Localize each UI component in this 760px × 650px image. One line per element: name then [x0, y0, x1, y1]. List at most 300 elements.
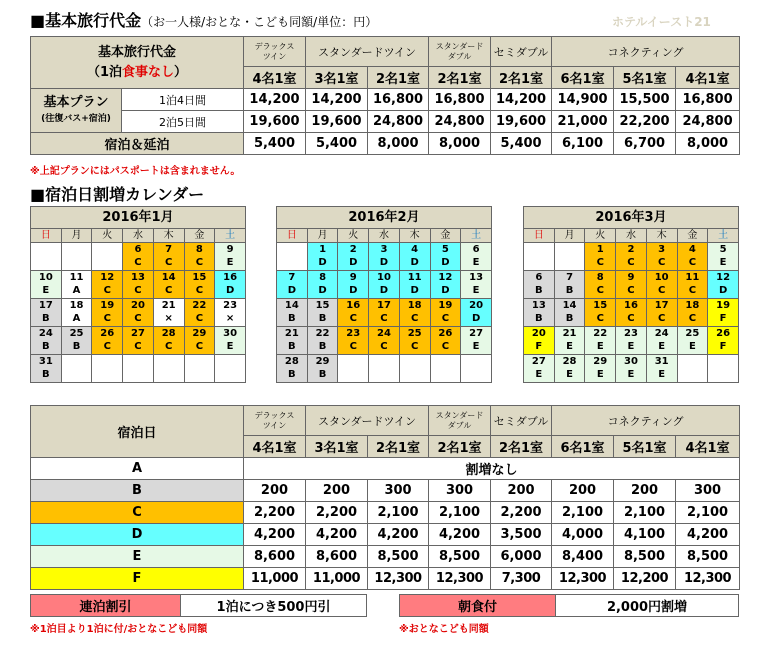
surcharge-value: 4,000 — [552, 524, 614, 546]
basic-plan-sub: (往復バス+宿泊) — [41, 113, 111, 124]
calendar-empty — [215, 369, 246, 383]
surcharge-value: 12,200 — [614, 568, 676, 590]
surcharge-value: 200 — [614, 480, 676, 502]
type-semi-double: セミダブル — [491, 406, 552, 436]
passport-note: ※上記プランにはパスポートは含まれません。 — [30, 166, 241, 177]
weekday-label: 木 — [399, 229, 430, 243]
calendar-date: 22 — [307, 327, 338, 341]
discount-box — [30, 594, 367, 617]
surcharge-value: 12,300 — [552, 568, 614, 590]
calendar-code: C — [184, 285, 215, 299]
date-row — [31, 355, 246, 369]
calendar-code: C — [646, 257, 677, 271]
type-std-line2: ダブル — [447, 51, 472, 61]
calendar-date: 6 — [123, 243, 154, 257]
calendar-code: D — [708, 285, 739, 299]
month-calendar — [523, 206, 739, 383]
type-connecting: コネクティング — [552, 406, 740, 436]
weekday-row — [31, 229, 246, 243]
calendar-date: 28 — [153, 327, 184, 341]
price-cell: 14,200 — [306, 89, 368, 111]
code-row — [31, 285, 246, 299]
calendar-date: 6 — [524, 271, 555, 285]
page-title — [30, 8, 377, 31]
type-semi-double: セミダブル — [491, 37, 552, 67]
calendar-code: E — [554, 341, 585, 355]
calendar-date: 31 — [646, 355, 677, 369]
calendar-empty — [277, 257, 308, 271]
calendar-date: 30 — [616, 355, 647, 369]
price-cell: 19,600 — [306, 111, 368, 133]
calendar-empty — [61, 257, 92, 271]
weekday-label: 木 — [153, 229, 184, 243]
price-cell: 24,800 — [676, 111, 740, 133]
calendar-code: B — [277, 313, 308, 327]
breakfast-value: 2,000円割増 — [556, 595, 739, 617]
calendar-code: D — [369, 285, 400, 299]
surcharge-value: 2,200 — [306, 502, 368, 524]
calendar-code: E — [677, 341, 708, 355]
calendar-date: 29 — [307, 355, 338, 369]
calendar-date: 3 — [369, 243, 400, 257]
type-standard-twin: スタンダードツイン — [306, 37, 429, 67]
calendar-date: 31 — [31, 355, 62, 369]
calendar-empty — [461, 355, 492, 369]
calendar-empty — [524, 243, 555, 257]
surcharge-row — [31, 546, 740, 568]
calendar-code: E — [708, 257, 739, 271]
surcharge-value: 11,000 — [244, 568, 306, 590]
surcharge-value: 4,200 — [368, 524, 429, 546]
date-row — [31, 299, 246, 313]
calendar-code: C — [430, 341, 461, 355]
calendar-empty — [399, 369, 430, 383]
weekday-label: 火 — [338, 229, 369, 243]
calendar-empty — [123, 355, 154, 369]
code-row — [524, 369, 739, 383]
calendar-date: 17 — [31, 299, 62, 313]
surcharge-value: 4,200 — [306, 524, 368, 546]
date-row — [524, 243, 739, 257]
calendar-date: 7 — [277, 271, 308, 285]
title-subtitle: （お一人様/おとな・こども同額/単位：円） — [141, 15, 378, 29]
calendar-code: C — [677, 313, 708, 327]
date-row — [524, 271, 739, 285]
occupancy-cell: 2名1室 — [491, 436, 552, 458]
calendar-code: B — [554, 313, 585, 327]
calendar-code: C — [123, 257, 154, 271]
breakfast-box — [399, 594, 739, 617]
weekday-label: 金 — [677, 229, 708, 243]
calendar-empty — [277, 243, 308, 257]
calendar-date: 18 — [399, 299, 430, 313]
calendar-code: F — [524, 341, 555, 355]
calendar-code: B — [31, 313, 62, 327]
surcharge-row — [31, 502, 740, 524]
calendar-date: 14 — [277, 299, 308, 313]
calendar-date: 19 — [430, 299, 461, 313]
calendar-date: 20 — [123, 299, 154, 313]
occupancy-cell: 2名1室 — [429, 67, 491, 89]
price-cell: 19,600 — [491, 111, 552, 133]
weekday-label: 土 — [215, 229, 246, 243]
date-row — [31, 271, 246, 285]
calendar-code: C — [585, 257, 616, 271]
surcharge-value: 4,200 — [244, 524, 306, 546]
surcharge-value: 2,100 — [368, 502, 429, 524]
calendar-date: 25 — [61, 327, 92, 341]
calendar-date: 21 — [153, 299, 184, 313]
calendar-code: F — [708, 341, 739, 355]
calendar-date: 27 — [461, 327, 492, 341]
calendar-date: 29 — [585, 355, 616, 369]
weekday-row — [277, 229, 492, 243]
calendar-date: 26 — [430, 327, 461, 341]
calendar-code: C — [92, 341, 123, 355]
calendar-date: 9 — [338, 271, 369, 285]
surcharge-none: 割増なし — [244, 458, 740, 480]
plan-header-note — [31, 63, 243, 83]
surcharge-value: 8,500 — [614, 546, 676, 568]
basic-plan-title: 基本プラン — [43, 94, 109, 110]
calendar-code: C — [123, 313, 154, 327]
month-calendar — [276, 206, 492, 383]
calendar-code: F — [708, 313, 739, 327]
brand-label: ホテルイースト21 — [612, 15, 711, 29]
code-row — [277, 313, 492, 327]
date-row — [277, 355, 492, 369]
surcharge-value: 12,300 — [676, 568, 740, 590]
calendar-date: 7 — [554, 271, 585, 285]
calendar-date: 13 — [461, 271, 492, 285]
type-connecting: コネクティング — [552, 37, 740, 67]
weekday-label: 月 — [554, 229, 585, 243]
calendar-code: C — [123, 341, 154, 355]
calendar-code: D — [215, 285, 246, 299]
calendar-code: C — [616, 285, 647, 299]
calendar-empty — [153, 369, 184, 383]
calendar-code: C — [153, 285, 184, 299]
weekday-label: 日 — [31, 229, 62, 243]
calendar-empty — [92, 243, 123, 257]
surcharge-row — [31, 480, 740, 502]
calendar-code: D — [430, 257, 461, 271]
occupancy-cell: 3名1室 — [306, 436, 368, 458]
plan-name: 1泊4日間 — [122, 89, 244, 111]
calendar-date: 5 — [708, 243, 739, 257]
calendar-code: C — [338, 313, 369, 327]
price-cell: 8,000 — [676, 133, 740, 155]
calendar-empty — [215, 355, 246, 369]
code-row — [31, 341, 246, 355]
weekday-label: 月 — [307, 229, 338, 243]
calendar-empty — [677, 369, 708, 383]
calendar-date: 22 — [585, 327, 616, 341]
calendar-code: C — [369, 313, 400, 327]
weekday-label: 土 — [461, 229, 492, 243]
calendar-code: C — [338, 341, 369, 355]
month-title: 2016年1月 — [31, 207, 246, 229]
calendar-empty — [430, 355, 461, 369]
price-cell: 24,800 — [368, 111, 429, 133]
calendar-code: D — [369, 257, 400, 271]
surcharge-value: 3,500 — [491, 524, 552, 546]
calendar-empty — [554, 257, 585, 271]
calendar-code: A — [61, 285, 92, 299]
calendar-code: E — [646, 341, 677, 355]
calendar-date: 23 — [616, 327, 647, 341]
weekday-label: 月 — [61, 229, 92, 243]
calendar-date: 25 — [677, 327, 708, 341]
occupancy-cell: 2名1室 — [429, 436, 491, 458]
calendar-code: E — [554, 369, 585, 383]
calendar-empty — [708, 369, 739, 383]
calendar-date: 27 — [524, 355, 555, 369]
calendar-code: B — [307, 341, 338, 355]
surcharge-row — [31, 458, 740, 480]
calendar-code: C — [585, 313, 616, 327]
calendar-empty — [123, 369, 154, 383]
price-cell: 5,400 — [306, 133, 368, 155]
surcharge-code: F — [31, 568, 244, 590]
calendar-code: C — [184, 257, 215, 271]
calendar-date: 15 — [307, 299, 338, 313]
calendar-empty — [554, 243, 585, 257]
code-row — [31, 257, 246, 271]
calendar-code: A — [61, 313, 92, 327]
calendar-code: B — [277, 341, 308, 355]
date-row — [524, 327, 739, 341]
calendar-code: C — [399, 341, 430, 355]
surcharge-value: 8,600 — [306, 546, 368, 568]
price-cell: 22,200 — [614, 111, 676, 133]
weekday-label: 水 — [123, 229, 154, 243]
surcharge-code: C — [31, 502, 244, 524]
type-deluxe-twin — [244, 37, 306, 67]
calendar-code: D — [461, 313, 492, 327]
weekday-label: 火 — [92, 229, 123, 243]
calendar-empty — [92, 355, 123, 369]
calendar-empty — [430, 369, 461, 383]
calendar-date: 12 — [430, 271, 461, 285]
calendar-code: B — [524, 313, 555, 327]
calendar-code: C — [184, 341, 215, 355]
calendar-empty — [399, 355, 430, 369]
calendar-code: C — [646, 313, 677, 327]
extend-row — [31, 133, 740, 155]
date-row — [277, 243, 492, 257]
date-row — [31, 327, 246, 341]
calendar-code: C — [585, 285, 616, 299]
calendar-date: 18 — [677, 299, 708, 313]
type-deluxe-line1: デラックス — [254, 42, 295, 52]
weekday-label: 金 — [184, 229, 215, 243]
code-row — [524, 313, 739, 327]
calendar-date: 5 — [430, 243, 461, 257]
calendar-date: 17 — [646, 299, 677, 313]
calendar-code: C — [646, 285, 677, 299]
weekday-label: 火 — [585, 229, 616, 243]
discount-value: 1泊につき500円引 — [181, 595, 367, 617]
surcharge-value: 6,000 — [491, 546, 552, 568]
type-standard-twin: スタンダードツイン — [306, 406, 429, 436]
calendar-empty — [92, 257, 123, 271]
calendar-code: E — [585, 341, 616, 355]
plan-header-title: 基本旅行代金 — [98, 44, 177, 60]
calendar-empty — [338, 369, 369, 383]
occupancy-cell: 6名1室 — [552, 67, 614, 89]
occupancy-cell: 4名1室 — [676, 67, 740, 89]
calendar-date: 26 — [708, 327, 739, 341]
occupancy-cell: 5名1室 — [614, 67, 676, 89]
calendar-empty — [153, 355, 184, 369]
code-row — [277, 285, 492, 299]
calendar-empty — [338, 355, 369, 369]
surcharge-row — [31, 524, 740, 546]
surcharge-value: 300 — [368, 480, 429, 502]
calendar-code: E — [524, 369, 555, 383]
calendar-date: 22 — [184, 299, 215, 313]
calendar-empty — [31, 243, 62, 257]
calendar-code: D — [307, 285, 338, 299]
calendar-code: B — [61, 341, 92, 355]
type-std-line1: スタンダード — [435, 411, 484, 421]
type-standard-double — [429, 37, 491, 67]
price-cell: 8,000 — [368, 133, 429, 155]
code-row — [524, 285, 739, 299]
calendar-empty — [92, 369, 123, 383]
calendar-code: C — [677, 257, 708, 271]
code-row — [277, 341, 492, 355]
calendar-code: D — [399, 257, 430, 271]
surcharge-value: 2,200 — [491, 502, 552, 524]
code-row — [524, 257, 739, 271]
calendar-date: 1 — [307, 243, 338, 257]
surcharge-value: 300 — [676, 480, 740, 502]
calendar-code: C — [92, 285, 123, 299]
type-deluxe-line2: ツイン — [262, 51, 287, 61]
code-row — [524, 341, 739, 355]
calendar-date: 20 — [461, 299, 492, 313]
calendar-code: E — [31, 285, 62, 299]
discount-label: 連泊割引 — [31, 595, 181, 617]
calendar-code: E — [215, 341, 246, 355]
calendar-code: E — [616, 341, 647, 355]
calendar-date: 2 — [338, 243, 369, 257]
weekday-label: 水 — [616, 229, 647, 243]
code-row — [277, 369, 492, 383]
surcharge-value: 8,500 — [429, 546, 491, 568]
calendar-date: 20 — [524, 327, 555, 341]
calendar-empty — [184, 369, 215, 383]
price-cell: 16,800 — [429, 89, 491, 111]
month-calendar — [30, 206, 246, 383]
price-table — [30, 36, 740, 155]
weekday-label: 木 — [646, 229, 677, 243]
plan-note-red: 食事なし — [122, 64, 175, 80]
calendar-empty — [184, 355, 215, 369]
calendar-date: 28 — [554, 355, 585, 369]
calendar-date: 14 — [153, 271, 184, 285]
calendar-empty — [677, 355, 708, 369]
calendar-date: 6 — [461, 243, 492, 257]
calendar-empty — [369, 355, 400, 369]
calendar-date: 15 — [184, 271, 215, 285]
plan-row — [31, 89, 740, 111]
price-cell: 14,900 — [552, 89, 614, 111]
calendar-date: 9 — [215, 243, 246, 257]
weekday-label: 土 — [708, 229, 739, 243]
price-cell: 24,800 — [429, 111, 491, 133]
surcharge-value: 200 — [552, 480, 614, 502]
calendar-date: 12 — [92, 271, 123, 285]
calendar-date: 16 — [616, 299, 647, 313]
calendar-date: 11 — [677, 271, 708, 285]
calendar-date: 4 — [677, 243, 708, 257]
calendar-code: C — [153, 341, 184, 355]
calendar-code: C — [616, 257, 647, 271]
occupancy-cell: 6名1室 — [552, 436, 614, 458]
surcharge-code: D — [31, 524, 244, 546]
calendar-code: E — [215, 257, 246, 271]
calendar-date: 21 — [277, 327, 308, 341]
calendar-code: D — [338, 285, 369, 299]
calendar-date: 29 — [184, 327, 215, 341]
calendar-code: E — [461, 285, 492, 299]
calendar-code: E — [616, 369, 647, 383]
calendar-empty — [61, 355, 92, 369]
calendar-date: 23 — [338, 327, 369, 341]
surcharge-value: 11,000 — [306, 568, 368, 590]
calendar-code: B — [307, 313, 338, 327]
calendar-date: 15 — [585, 299, 616, 313]
date-row — [277, 299, 492, 313]
discount-note: ※1泊目より1泊に付/おとなこども同額 — [30, 624, 208, 635]
breakfast-note: ※おとなこども同額 — [399, 624, 489, 635]
weekday-label: 日 — [524, 229, 555, 243]
calendar-date: 25 — [399, 327, 430, 341]
type-std-line1: スタンダード — [435, 42, 484, 52]
calendar-date: 19 — [92, 299, 123, 313]
price-cell: 16,800 — [368, 89, 429, 111]
calendar-date: 23 — [215, 299, 246, 313]
calendar-date: 16 — [338, 299, 369, 313]
price-cell: 14,200 — [491, 89, 552, 111]
calendar-code: E — [461, 257, 492, 271]
occupancy-cell: 2名1室 — [368, 436, 429, 458]
type-deluxe-twin — [244, 406, 306, 436]
basic-plan-label — [31, 89, 122, 133]
calendar-date: 12 — [708, 271, 739, 285]
surcharge-value: 8,500 — [368, 546, 429, 568]
occupancy-cell: 2名1室 — [491, 67, 552, 89]
type-std-line2: ダブル — [447, 420, 472, 430]
calendar-date: 10 — [646, 271, 677, 285]
calendar-date: 14 — [554, 299, 585, 313]
calendar-date: 7 — [153, 243, 184, 257]
price-cell: 15,500 — [614, 89, 676, 111]
calendar-date: 4 — [399, 243, 430, 257]
calendar-date: 8 — [585, 271, 616, 285]
surcharge-value: 200 — [244, 480, 306, 502]
surcharge-value: 12,300 — [368, 568, 429, 590]
calendar-code: C — [123, 285, 154, 299]
calendar-code: C — [399, 313, 430, 327]
plan-header — [31, 37, 244, 89]
plan-note-open: （1泊 — [86, 64, 123, 80]
breakfast-label: 朝食付 — [400, 595, 556, 617]
surcharge-value: 12,300 — [429, 568, 491, 590]
